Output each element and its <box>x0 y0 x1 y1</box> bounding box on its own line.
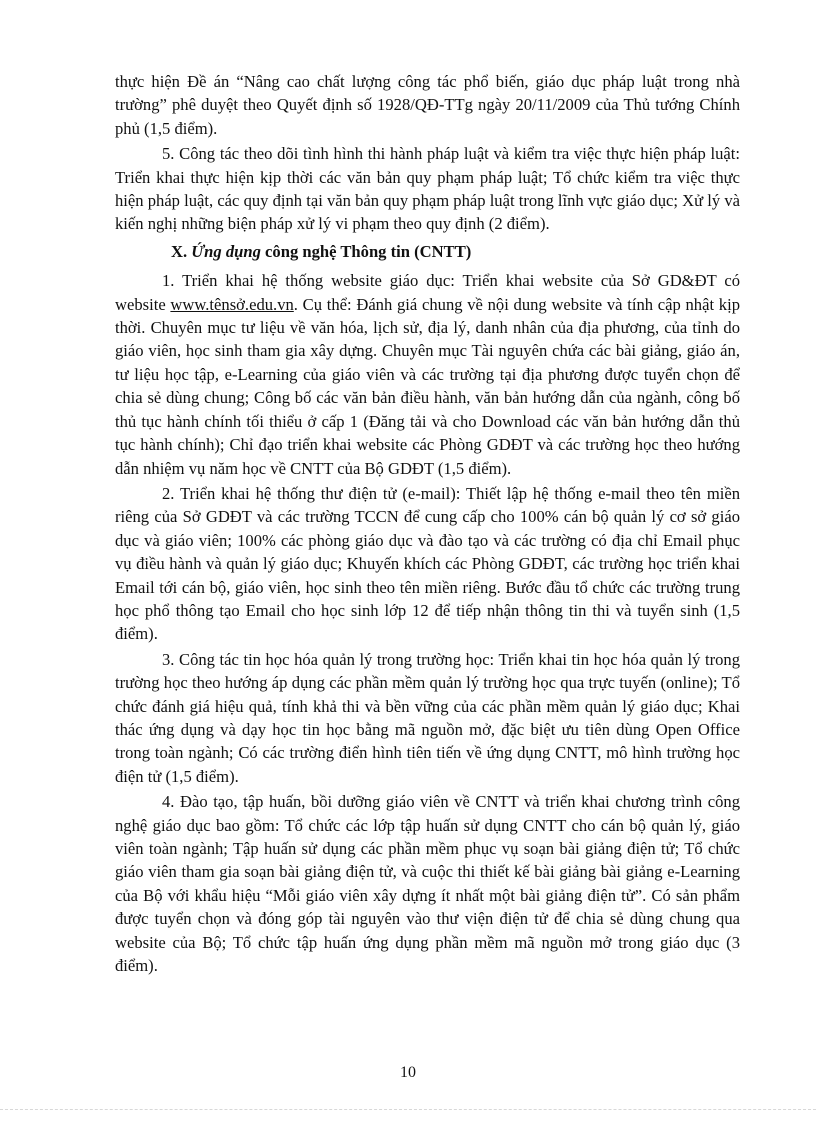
paragraph-item-4-training: 4. Đào tạo, tập huấn, bồi dưỡng giáo viên về CNTT và triển khai chương trình công nghệ giáo dục bao gồm: Tổ chức các lớp tập huấn sử dụng CNTT cho cán bộ quản lý, giáo viên toàn ngành; Tập huấn sử dụng các phần mềm phục vụ soạn bài giảng điện tử; Tổ chức giáo viên tham gia soạn bài giảng điện tử, và cuộc thi thiết kế bài giảng bài giảng e-Learning của Bộ với khẩu hiệu “Mỗi giáo viên xây dựng ít nhất một bài giảng điện tử”. Có sản phẩm được tuyển chọn và đóng góp tài nguyên vào thư viện điện tử để chia sẻ dùng chung qua website của Bộ; Tổ chức tập huấn ứng dụng phần mềm mã nguồn mở trong giáo dục (3 điểm). <box>115 792 740 976</box>
website-text-before: 1. Triển khai hệ thống website giáo dục: Triển khai website của Sở GD&ĐT có website <box>115 271 740 314</box>
paragraph-item-3-school-it: 3. Công tác tin học hóa quản lý trong trường học: Triển khai tin học hóa quản lý trong trường học theo hướng áp dụng các phần mềm quản lý trường học qua trực tuyến (online); Tổ chức đánh giá hiệu quả, tính khả thi và bền vững của các phần mềm quản lý giáo dục; Khai thác ứng dụng và dạy học tin học bằng mã nguồn mở, đặc biệt ưu tiên dùng Open Office trong toàn ngành; Có các trường điển hình tiên tiến về ứng dụng CNTT, mô hình trường học điện tử (1,5 điểm). <box>115 649 740 786</box>
heading-italic-text: Ứng dụng <box>191 241 261 261</box>
heading-number: X. <box>171 241 188 261</box>
page-bottom-divider <box>0 1109 816 1110</box>
website-link[interactable]: www.tênsở.edu.vn <box>170 294 294 314</box>
paragraph-item-5-law-enforcement: 5. Công tác theo dõi tình hình thi hành pháp luật và kiểm tra việc thực hiện pháp luật: Triển khai thực hiện kịp thời các văn bản quy phạm pháp luật; Tổ chức kiểm tra việc thực hiện pháp luật, các quy định tại văn bản quy phạm pháp luật trong lĩnh vực giáo dục; Xử lý và kiến nghị những biện pháp xử lý vi phạm theo quy định (2 điểm). <box>115 144 740 234</box>
heading-text: công nghệ Thông tin (CNTT) <box>265 241 472 261</box>
paragraph-item-2-email: 2. Triển khai hệ thống thư điện tử (e-mail): Thiết lập hệ thống e-mail theo tên miền riêng của Sở GDĐT và các trường TCCN để cung cấp cho 100% cán bộ quản lý cơ sở giáo dục và giáo viên; 100% các phòng giáo dục và đào tạo và các trường có địa chỉ Email phục vụ điều hành và quản lý giáo dục; Khuyến khích các Phòng GDĐT, các trường học triển khai Email tới cán bộ, giáo viên, học sinh theo tên miền riêng. Bước đầu tổ chức các trường trung học phổ thông tạo Email cho học sinh lớp 12 để tiếp nhận thông tin thi và tuyển sinh (1,5 điểm). <box>115 483 740 644</box>
page-number: 10 <box>400 1064 416 1081</box>
paragraph-item-1-website <box>115 269 740 480</box>
paragraph-decision-1928: thực hiện Đề án “Nâng cao chất lượng công tác phổ biến, giáo dục pháp luật trong nhà trường” phê duyệt theo Quyết định số 1928/QĐ-TTg ngày 20/11/2009 của Thủ tướng Chính phủ (1,5 điểm). <box>115 72 740 138</box>
document-page <box>115 70 740 979</box>
section-heading-x <box>115 240 740 263</box>
website-text-after: . Cụ thể: Đánh giá chung về nội dung website và tính cập nhật kịp thời. Chuyên mục tư liệu về văn hóa, lịch sử, địa lý, danh nhân của địa phương, của tỉnh do giáo viên, học sinh tham gia xây dựng. Chuyên mục Tài nguyên chứa các bài giảng, giáo án, tư liệu học tập, e-Learning của giáo viên và các trường tại địa phương được tuyển chọn để chia sẻ dùng chung; Công bố các văn bản điều hành, văn bản hướng dẫn của ngành, công bố thủ tục hành chính tối thiểu ở cấp 1 (Đăng tải và cho Download các văn bản hướng dẫn thủ tục hành chính); Chỉ đạo triển khai website các Phòng GDĐT và các trường học theo hướng dẫn nhiệm vụ năm học về CNTT của Bộ GDĐT (1,5 điểm). <box>115 294 740 478</box>
